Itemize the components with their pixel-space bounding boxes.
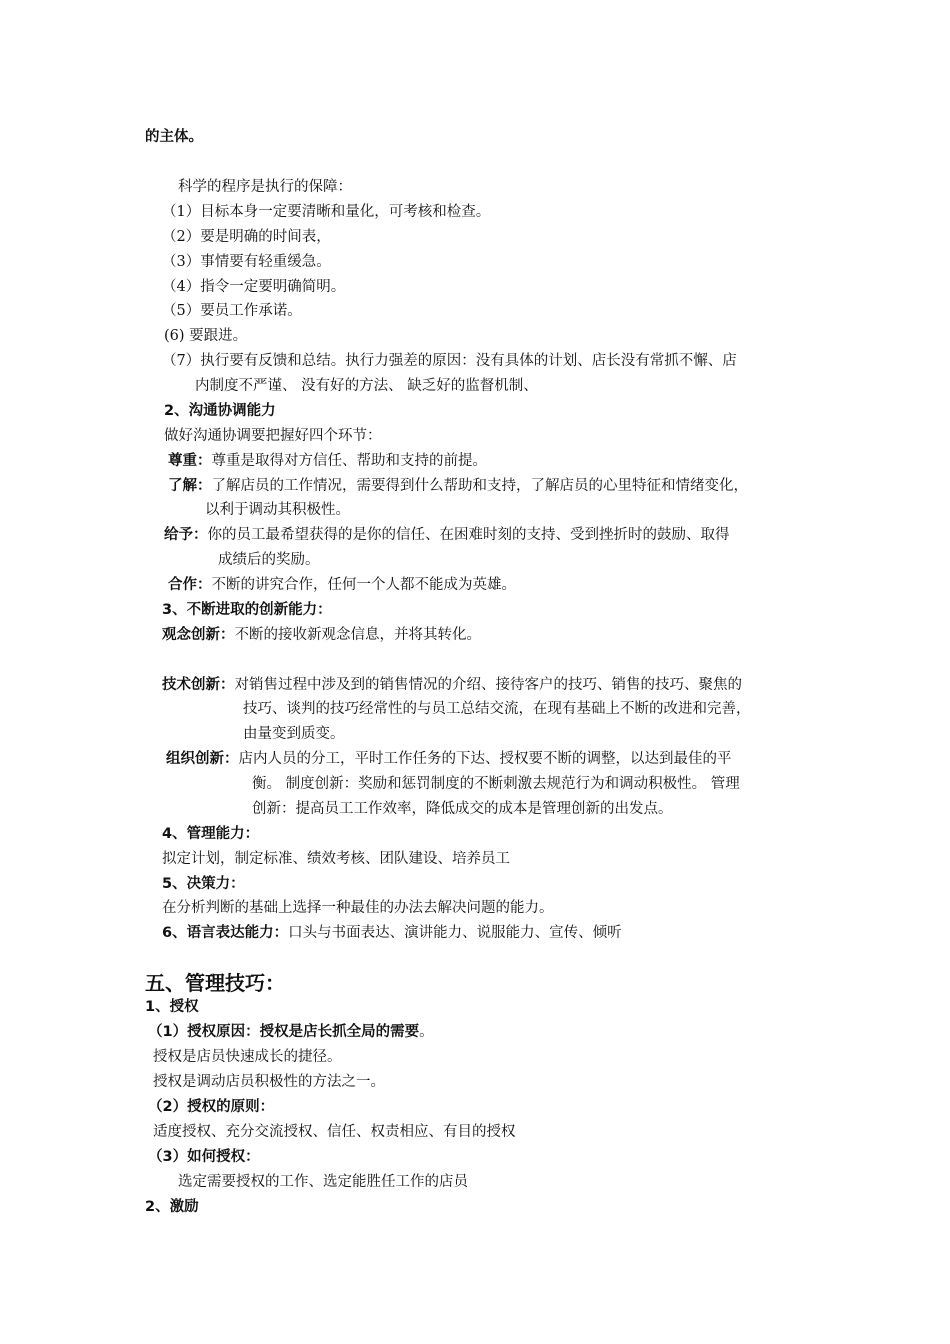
subheading: （3）如何授权： [148, 1149, 260, 1165]
term-label: 尊重： [168, 453, 212, 469]
term-label: 6、语言表达能力： [162, 925, 289, 941]
section-heading: 3、不断进取的创新能力： [162, 602, 332, 618]
text-line: 技巧、谈判的技巧经常性的与员工总结交流，在现有基础上不断的改进和完善， [243, 701, 751, 717]
text-line [148, 1022, 434, 1042]
text-line: （4）指令一定要明确简明。 [162, 279, 346, 295]
text-line [168, 451, 487, 471]
text-line: (6) 要跟进。 [164, 328, 248, 344]
text-line: 由量变到质变。 [243, 726, 345, 742]
term-text: 口头与书面表达、演讲能力、说服能力、宣传、倾听 [288, 925, 622, 941]
term-label: 技术创新： [162, 677, 235, 693]
term-text: 不断的讲究合作，任何一个人都不能成为英雄。 [211, 577, 516, 593]
section-heading: 1、授权 [145, 999, 199, 1015]
chapter-heading: 五、管理技巧： [145, 971, 285, 995]
text-line: 衡。 制度创新：奖励和惩罚制度的不断刺激去规范行为和调动积极性。 管理 [252, 776, 740, 792]
term-text: 尊重是取得对方信任、帮助和支持的前提。 [211, 453, 487, 469]
text-line: 以利于调动其积极性。 [205, 502, 350, 518]
term-label: 观念创新： [162, 627, 235, 643]
text-line: 拟定计划，制定标准、绩效考核、团队建设、培养员工 [162, 851, 510, 867]
text-line: 做好沟通协调要把握好四个环节： [164, 428, 382, 444]
section-heading: 5、决策力： [162, 876, 245, 892]
term-text: 对销售过程中涉及到的销售情况的介绍、接待客户的技巧、销售的技巧、聚焦的 [234, 677, 742, 693]
subheading: （2）授权的原则： [148, 1099, 275, 1115]
section-heading: 2、沟通协调能力 [164, 403, 276, 419]
section-heading: 4、管理能力： [162, 826, 260, 842]
trailing-punct: 。 [419, 1024, 434, 1040]
text-line: 创新：提高员工工作效率，降低成交的成本是管理创新的出发点。 [252, 801, 673, 817]
text-line [162, 923, 622, 943]
term-label: 合作： [168, 577, 212, 593]
term-text: 你的员工最希望获得的是你的信任、在困难时刻的支持、受到挫折时的鼓励、取得 [207, 527, 730, 543]
text-line: 授权是调动店员积极性的方法之一。 [153, 1074, 385, 1090]
text-line: 选定需要授权的工作、选定能胜任工作的店员 [178, 1174, 468, 1190]
text-line: 科学的程序是执行的保障： [178, 179, 352, 195]
text-line: 成绩后的奖励。 [218, 552, 320, 568]
text-line [166, 749, 732, 769]
text-line: （3）事情要有轻重缓急。 [162, 254, 331, 270]
text-line [164, 525, 730, 545]
text-line [162, 625, 481, 645]
term-text: 不断的接收新观念信息，并将其转化。 [234, 627, 481, 643]
text-line [168, 476, 748, 496]
text-line: 授权是店员快速成长的捷径。 [153, 1049, 342, 1065]
text-line: 适度授权、充分交流授权、信任、权责相应、有目的授权 [153, 1124, 516, 1140]
text-line: 在分析判断的基础上选择一种最佳的办法去解决问题的能力。 [162, 900, 554, 916]
term-text: 了解店员的工作情况，需要得到什么帮助和支持，了解店员的心里特征和情绪变化， [211, 478, 748, 494]
term-label: 了解： [168, 478, 212, 494]
text-line [168, 575, 516, 595]
term-label: 组织创新： [166, 751, 239, 767]
text-line: 内制度不严谨、 没有好的方法、 缺乏好的监督机制、 [195, 378, 538, 394]
text-line: （2）要是明确的时间表， [162, 229, 331, 245]
term-label: 给予： [164, 527, 208, 543]
term-text: 店内人员的分工，平时工作任务的下达、授权要不断的调整，以达到最佳的平 [238, 751, 732, 767]
subheading-text: （1）授权原因：授权是店长抓全局的需要 [148, 1024, 420, 1040]
text-line: 的主体。 [145, 129, 203, 145]
text-line: （5）要员工作承诺。 [162, 303, 302, 319]
section-heading: 2、激励 [145, 1199, 199, 1215]
text-line [162, 675, 742, 695]
text-line: （1）目标本身一定要清晰和量化，可考核和检查。 [162, 204, 491, 220]
text-line: （7）执行要有反馈和总结。执行力强差的原因：没有具体的计划、店长没有常抓不懈、店 [162, 353, 737, 369]
